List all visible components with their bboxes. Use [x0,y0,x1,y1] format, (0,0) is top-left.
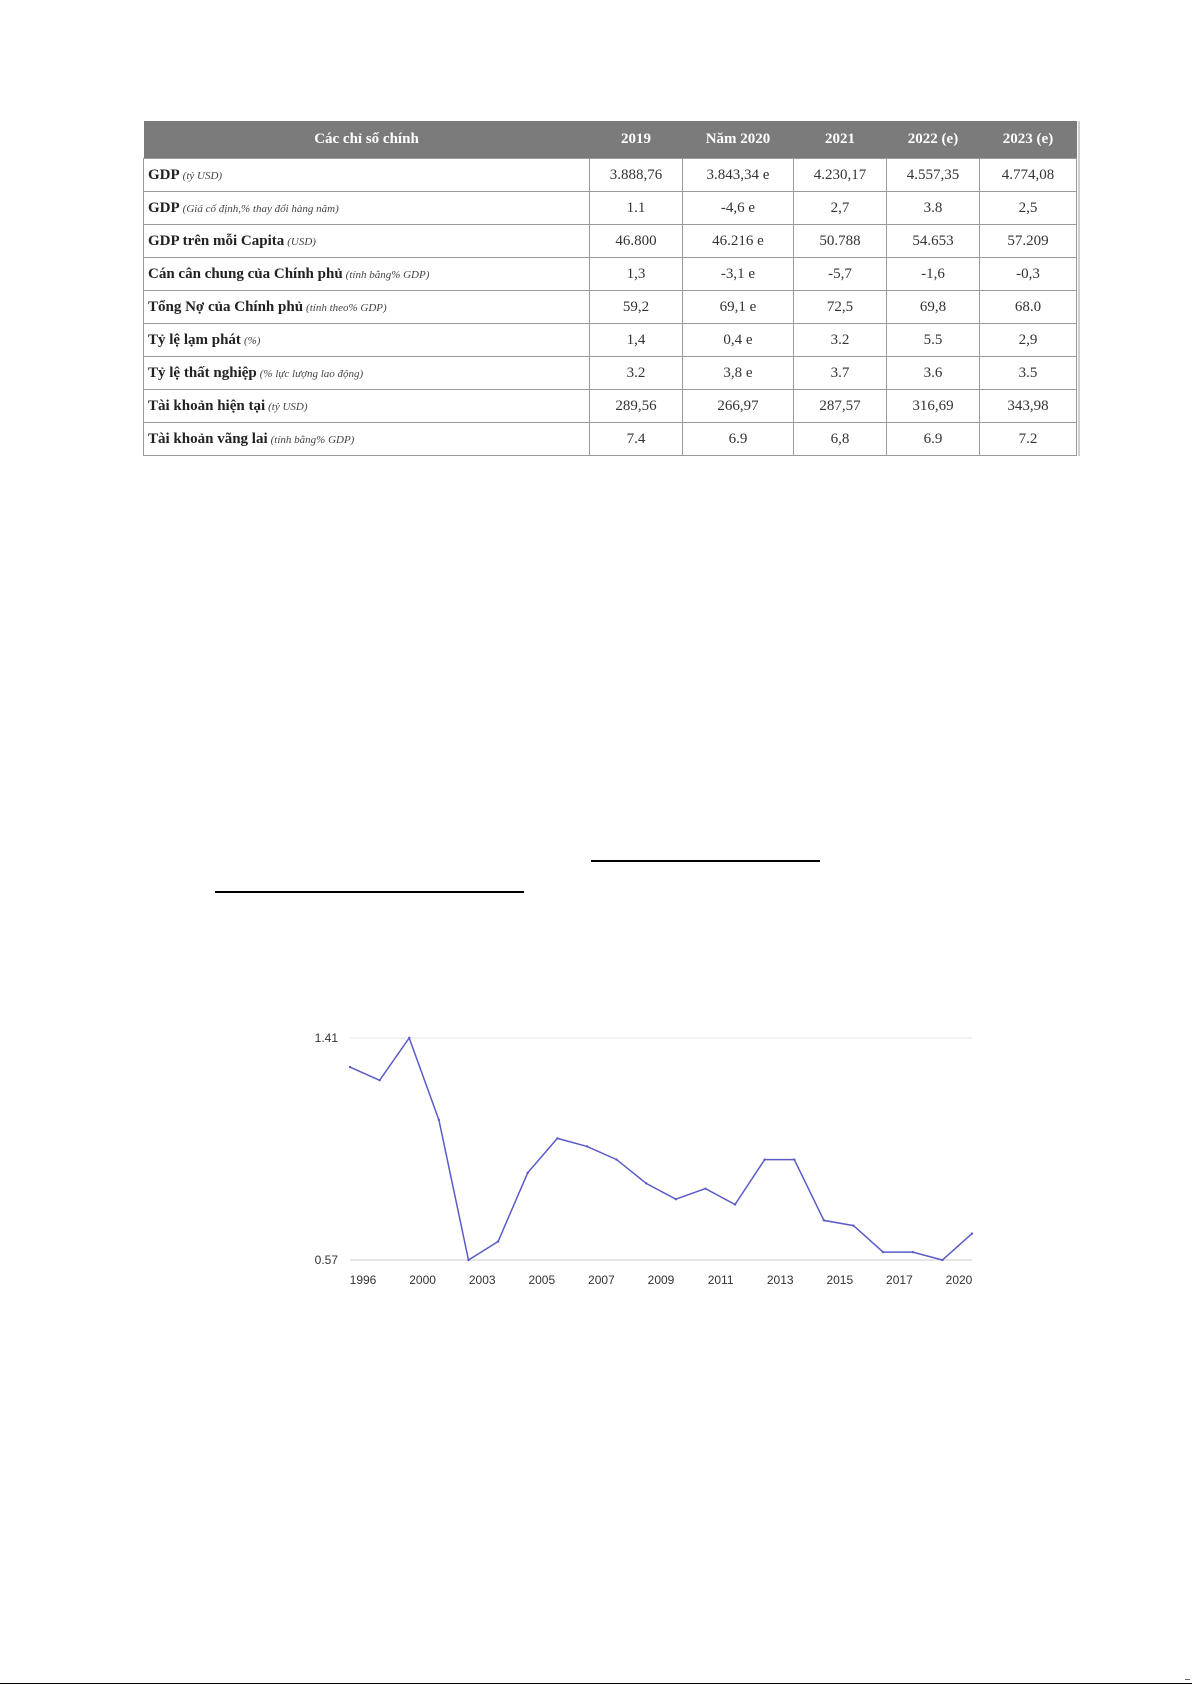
indicator-unit: (tính bằng% GDP) [345,268,430,281]
table-row [144,324,1077,357]
value-cell: 3.2 [590,357,683,390]
indicator-label-cell [144,192,590,225]
indicator-unit: (tỷ USD) [268,400,308,413]
value-cell: 57.209 [980,225,1077,258]
header-cell-2022: 2022 (e) [887,121,980,159]
economic-indicators-table-wrapper [143,121,1080,456]
link-underline [591,860,820,862]
x-tick-label: 2000 [409,1273,436,1287]
table-body [144,159,1077,456]
value-cell: 46.800 [590,225,683,258]
indicator-label-cell [144,225,590,258]
value-cell: 68.0 [980,291,1077,324]
data-point [586,1145,588,1147]
value-cell: 2,9 [980,324,1077,357]
value-cell: 3.2 [794,324,887,357]
data-point [527,1172,529,1174]
indicator-name: Tài khoản vãng lai [148,430,268,447]
header-cell-2023: 2023 (e) [980,121,1077,159]
value-cell: 69,1 e [683,291,794,324]
indicator-name: GDP [148,166,180,183]
footer-mark [1185,1679,1190,1680]
value-cell: 46.216 e [683,225,794,258]
footer-rule [0,1683,1192,1684]
indicator-label-cell [144,159,590,192]
indicator-unit: (USD) [287,235,316,248]
indicator-name: Cán cân chung của Chính phủ [148,265,343,282]
data-point [467,1259,469,1261]
indicator-unit: (tính bằng% GDP) [270,433,355,446]
header-cell-indicators: Các chỉ số chính [144,121,590,159]
table-row [144,159,1077,192]
value-cell: 2,7 [794,192,887,225]
indicator-label-cell [144,258,590,291]
indicator-name: Tỷ lệ thất nghiệp [148,364,257,381]
x-tick-label: 2003 [468,1273,496,1287]
table-row [144,258,1077,291]
data-point [823,1219,825,1221]
value-cell: 3.6 [887,357,980,390]
value-cell: 6.9 [887,423,980,456]
x-tick-label: 2005 [528,1273,556,1287]
indicator-label-cell [144,390,590,423]
value-cell: 4.557,35 [887,159,980,192]
data-point [645,1182,647,1184]
value-cell: 3,8 e [683,357,794,390]
indicator-name: GDP [148,199,180,216]
series-line [350,1038,972,1260]
value-cell: 2,5 [980,192,1077,225]
line-chart-svg [272,1020,992,1320]
data-point [615,1158,617,1160]
value-cell: 4.230,17 [794,159,887,192]
data-point [497,1240,499,1242]
value-cell: 0,4 e [683,324,794,357]
value-cell: 343,98 [980,390,1077,423]
x-tick-label: 2017 [886,1273,913,1287]
data-point [675,1198,677,1200]
indicator-unit: (% lực lượng lao động) [259,367,364,380]
value-cell: 289,56 [590,390,683,423]
header-cell-2019: 2019 [590,121,683,159]
x-tick-label: 2011 [707,1273,734,1287]
value-cell: 4.774,08 [980,159,1077,192]
table-row [144,192,1077,225]
value-cell: 50.788 [794,225,887,258]
value-cell: 3.843,34 e [683,159,794,192]
value-cell: 3.888,76 [590,159,683,192]
value-cell: -3,1 e [683,258,794,291]
value-cell: 1,4 [590,324,683,357]
value-cell: 6,8 [794,423,887,456]
header-cell-2021: 2021 [794,121,887,159]
indicator-label-cell [144,423,590,456]
value-cell: 7.4 [590,423,683,456]
value-cell: 7.2 [980,423,1077,456]
indicator-label-cell [144,291,590,324]
data-point [378,1079,380,1081]
y-tick-label: 1.41 [314,1031,338,1045]
data-point [556,1137,558,1139]
data-point [734,1203,736,1205]
data-point [882,1251,884,1253]
x-tick-label: 2020 [945,1273,973,1287]
data-point [408,1037,410,1039]
value-cell: 3.7 [794,357,887,390]
economic-indicators-table [143,121,1077,456]
data-point [763,1158,765,1160]
value-cell: 3.8 [887,192,980,225]
value-cell: -4,6 e [683,192,794,225]
data-point [349,1066,351,1068]
value-cell: 316,69 [887,390,980,423]
data-point [971,1232,973,1234]
y-tick-label: 0.57 [314,1253,338,1267]
indicator-name: Tỷ lệ lạm phát [148,331,241,348]
x-tick-label: 2007 [588,1273,615,1287]
value-cell: 1.1 [590,192,683,225]
value-cell: 266,97 [683,390,794,423]
x-tick-label: 2015 [826,1273,854,1287]
value-cell: 72,5 [794,291,887,324]
value-cell: 54.653 [887,225,980,258]
line-chart [272,1020,992,1320]
x-tick-label: 2009 [647,1273,675,1287]
data-point [793,1158,795,1160]
link-underline [215,891,524,893]
table-row [144,291,1077,324]
value-cell: 1,3 [590,258,683,291]
indicator-unit: (%) [243,334,261,347]
indicator-unit: (tỷ USD) [182,169,223,182]
x-tick-label: 2013 [766,1273,794,1287]
data-point [912,1251,914,1253]
x-tick-label: 1996 [349,1273,377,1287]
indicator-label-cell [144,357,590,390]
value-cell: 3.5 [980,357,1077,390]
table-row [144,390,1077,423]
indicator-unit: (Giá cố định,% thay đổi hàng năm) [182,202,339,215]
header-cell-2020: Năm 2020 [683,121,794,159]
table-row [144,225,1077,258]
value-cell: -0,3 [980,258,1077,291]
value-cell: 5.5 [887,324,980,357]
table-row [144,423,1077,456]
data-point [941,1259,943,1261]
data-point [852,1224,854,1226]
value-cell: -1,6 [887,258,980,291]
indicator-name: GDP trên mỗi Capita [148,232,285,249]
table-row [144,357,1077,390]
table-header-row [144,121,1077,159]
data-point [438,1119,440,1121]
value-cell: 6.9 [683,423,794,456]
value-cell: 69,8 [887,291,980,324]
value-cell: -5,7 [794,258,887,291]
indicator-unit: (tính theo% GDP) [306,301,387,314]
indicator-name: Tài khoản hiện tại [148,397,266,414]
data-point [704,1187,706,1189]
indicator-name: Tổng Nợ của Chính phủ [148,298,304,315]
indicator-label-cell [144,324,590,357]
value-cell: 59,2 [590,291,683,324]
value-cell: 287,57 [794,390,887,423]
